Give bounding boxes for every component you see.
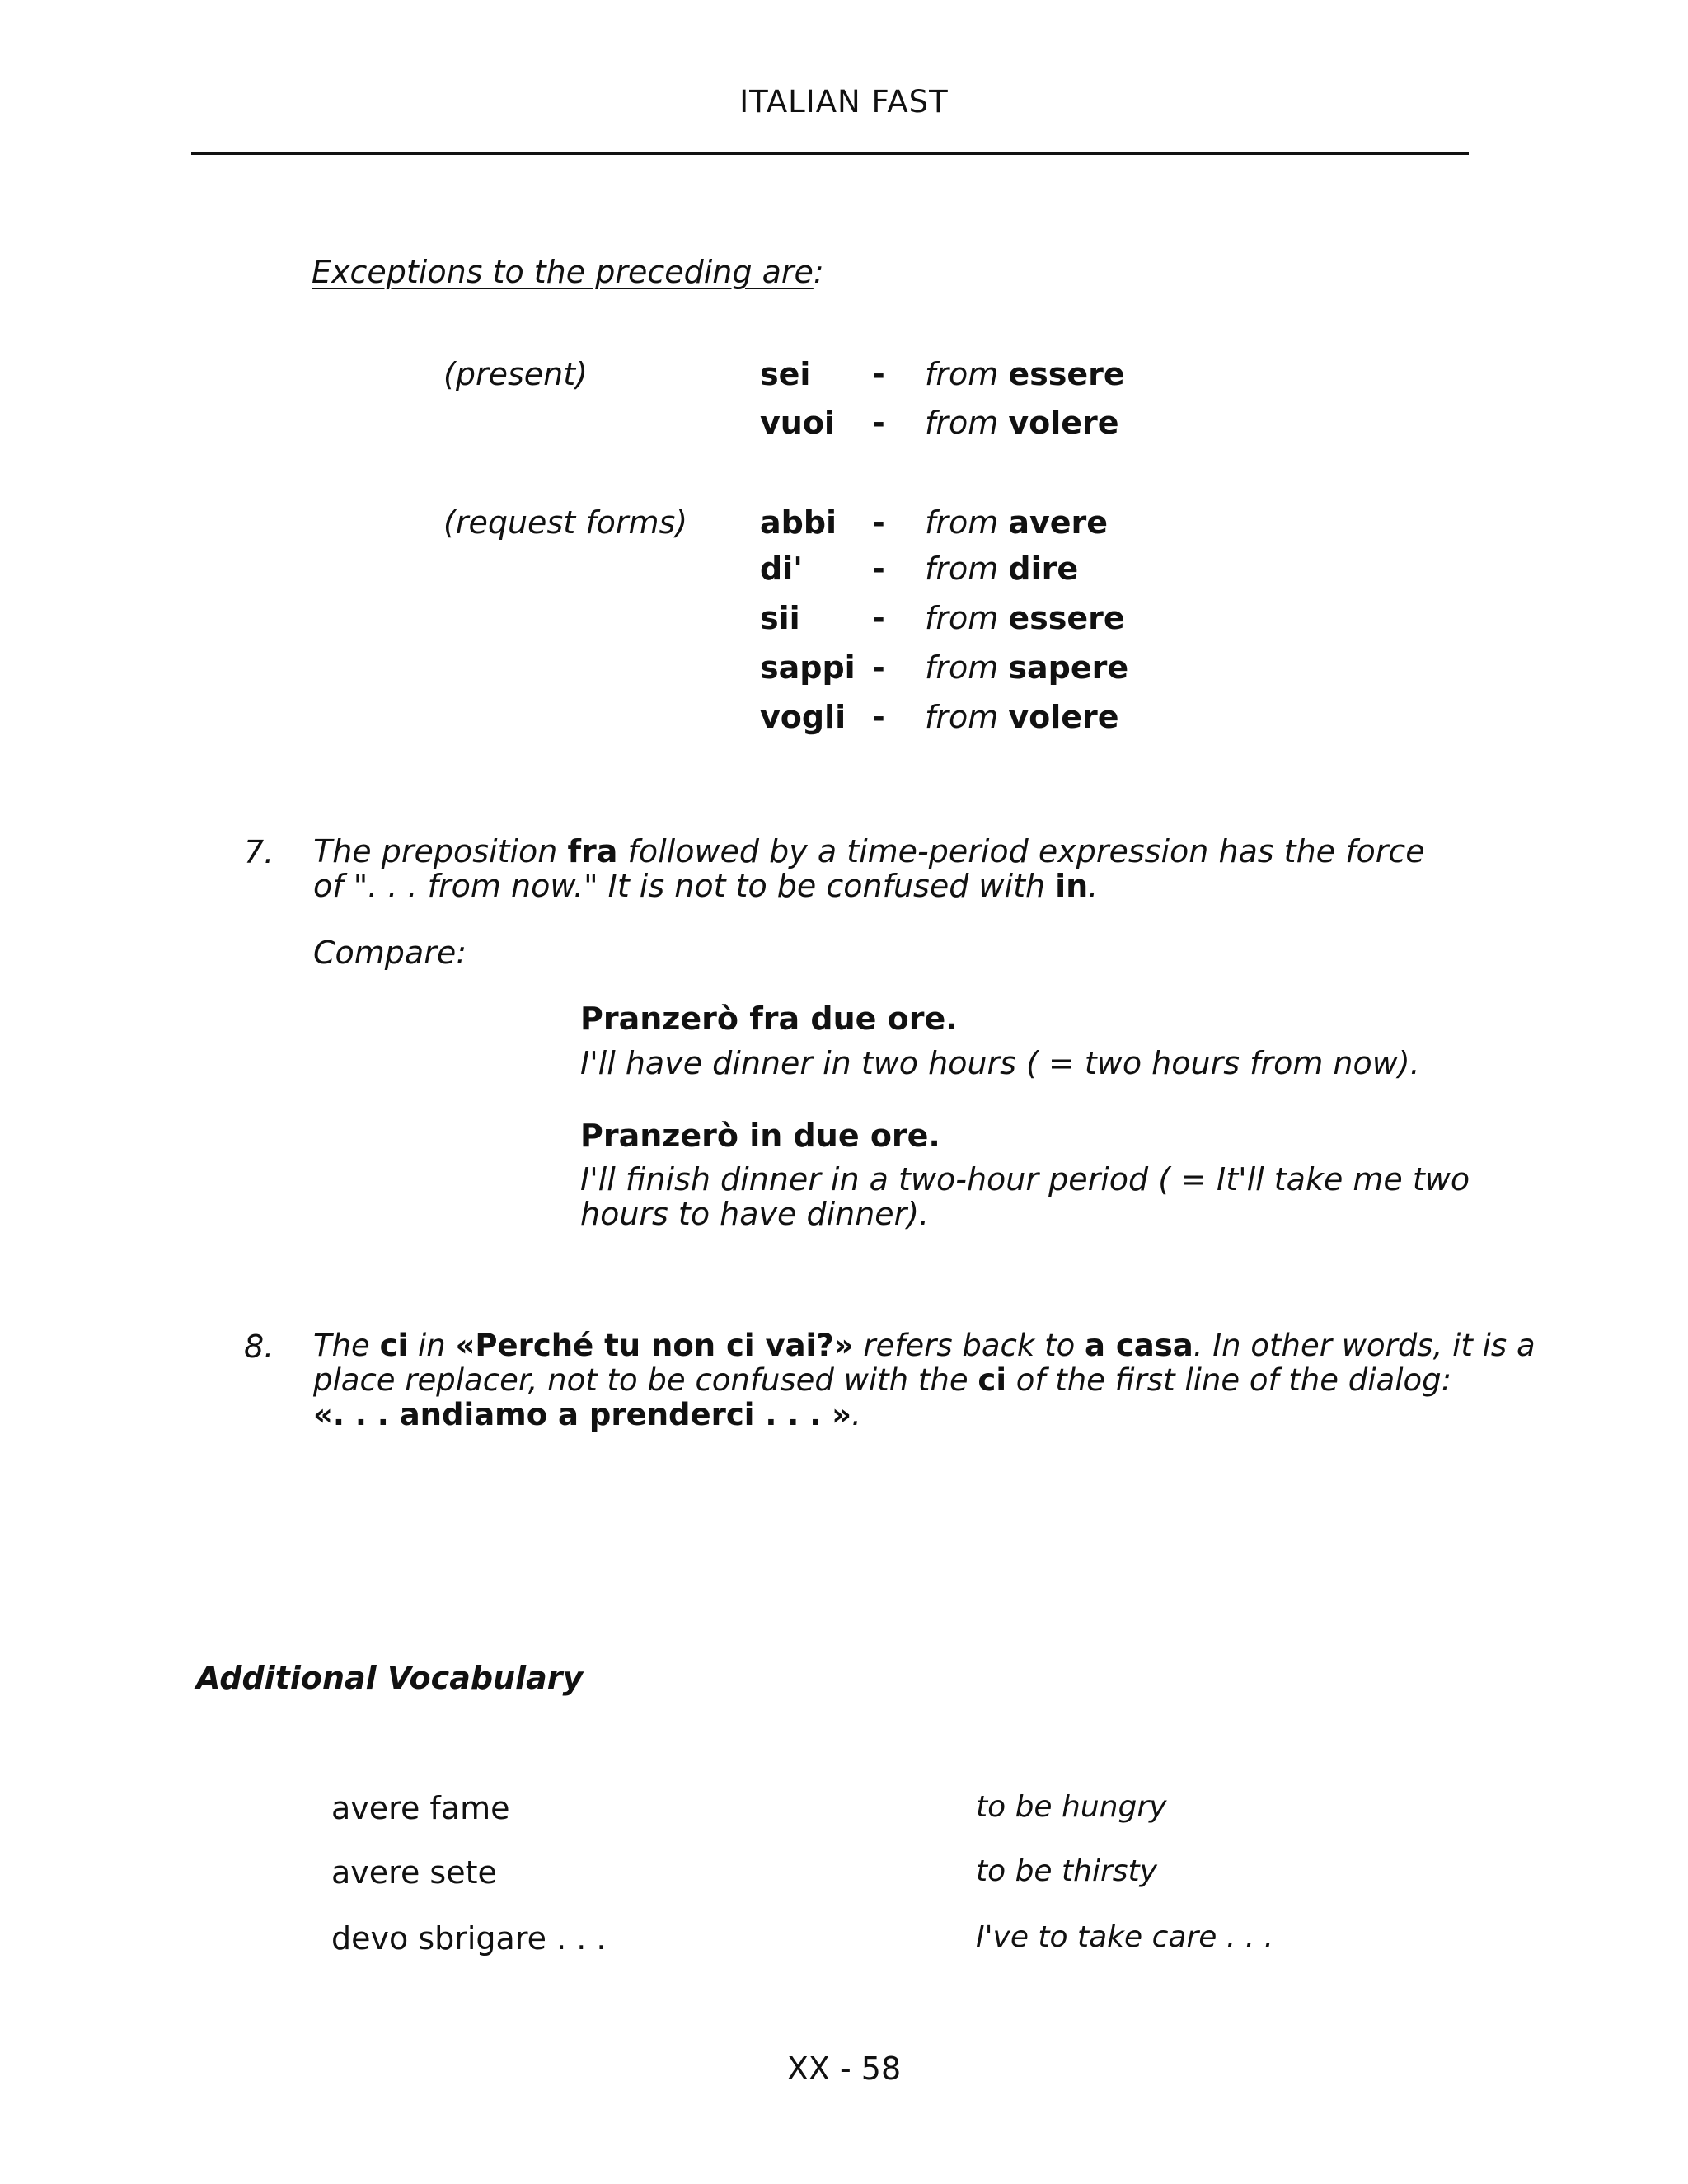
running-head: ITALIAN FAST: [739, 84, 949, 120]
exception-word: sii: [760, 600, 800, 636]
vocabulary-italian: avere fame: [331, 1790, 510, 1826]
group-label-present: (present): [443, 356, 588, 392]
note-number: 7.: [244, 834, 274, 870]
note-7-line: The preposition fra followed by a time-period expression has the force: [313, 833, 1425, 869]
group-label-request-forms: (request forms): [443, 504, 688, 541]
exception-source: from volere: [925, 405, 1119, 441]
example-english: I'll have dinner in two hours ( = two hours from now).: [580, 1045, 1420, 1081]
dash: -: [872, 600, 885, 636]
exception-source: from volere: [925, 699, 1119, 735]
page-number: XX - 58: [786, 2050, 902, 2087]
note-8-text: [313, 1329, 1536, 1432]
note-7-text: [313, 834, 1425, 903]
example-english: I'll finish dinner in a two-hour period ( = It'll take me two hours to have dinner).: [580, 1161, 1470, 1232]
exception-word: sappi: [760, 649, 856, 686]
dash: -: [872, 699, 885, 735]
exception-word: vogli: [760, 699, 846, 735]
vocabulary-italian: devo sbrigare . . .: [331, 1920, 607, 1957]
note-number: 8.: [244, 1329, 274, 1365]
example-italian: Pranzerò fra due ore.: [580, 1001, 958, 1037]
exception-source: from essere: [925, 600, 1125, 636]
vocabulary-heading: Additional Vocabulary: [196, 1660, 584, 1696]
dash: -: [872, 356, 885, 392]
note-8-line: The ci in «Perché tu non ci vai?» refers back to a casa. In other words, it is a: [313, 1328, 1536, 1363]
header-rule: [191, 152, 1469, 155]
exception-word: vuoi: [760, 405, 835, 441]
exception-source: from avere: [925, 504, 1109, 541]
note-8-line: «. . . andiamo a prenderci . . . ».: [313, 1397, 861, 1432]
exceptions-heading: Exceptions to the preceding are:: [312, 254, 824, 290]
vocabulary-english: to be hungry: [976, 1790, 1167, 1824]
dash: -: [872, 649, 885, 686]
exception-word: abbi: [760, 504, 837, 541]
exception-source: from sapere: [925, 649, 1129, 686]
exception-word: di': [760, 551, 803, 587]
dash: -: [872, 551, 885, 587]
note-8-line: place replacer, not to be confused with the ci of the first line of the dialog:: [313, 1362, 1452, 1398]
dash: -: [872, 504, 885, 541]
vocabulary-italian: avere sete: [331, 1854, 497, 1891]
exception-source: from dire: [925, 551, 1079, 587]
vocabulary-english: to be thirsty: [976, 1854, 1157, 1888]
dash: -: [872, 405, 885, 441]
example-italian: Pranzerò in due ore.: [580, 1118, 940, 1154]
compare-label: Compare:: [313, 935, 467, 971]
note-7-line: of ". . . from now." It is not to be confused with in.: [313, 868, 1099, 904]
vocabulary-english: I've to take care . . .: [976, 1920, 1274, 1954]
exception-source: from essere: [925, 356, 1125, 392]
exception-word: sei: [760, 356, 811, 392]
